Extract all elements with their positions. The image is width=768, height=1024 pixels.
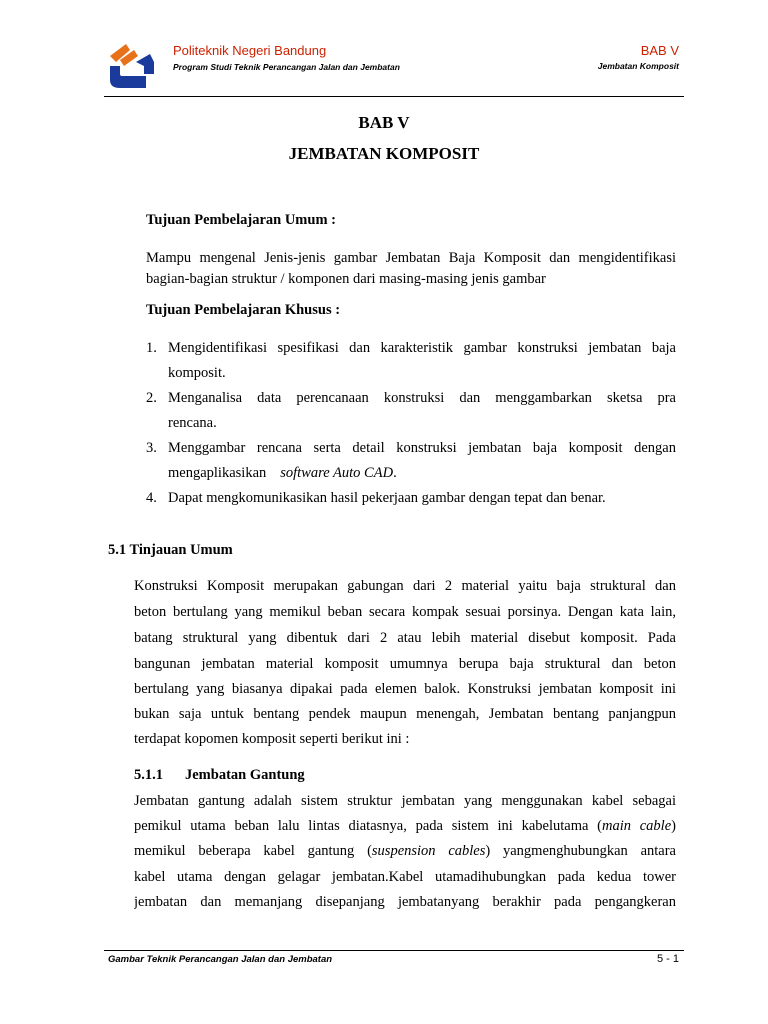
subsection-title: Jembatan Gantung <box>185 767 305 783</box>
term-suspension-cables: suspension cables <box>371 843 486 859</box>
polban-logo <box>106 40 158 92</box>
subsection-line-3 <box>134 843 676 860</box>
chapter-title: JEMBATAN KOMPOSIT <box>288 144 480 163</box>
tpk-item-2-line-2: rencana. <box>168 415 217 431</box>
chapter-number: BAB V <box>358 113 410 132</box>
section-line-3: batang struktural yang dibentuk dari 2 atau lebih material disebut komposit. Pada <box>134 630 676 646</box>
tpk-item-3-text: mengaplikasikan <box>168 465 267 481</box>
header-subject: Jembatan Komposit <box>597 61 679 71</box>
program-name: Program Studi Teknik Perancangan Jalan dan Jembatan <box>173 62 400 72</box>
tpk-item-3-line-1: Menggambar rencana serta detail konstruksi jembatan baja komposit dengan <box>168 440 676 456</box>
subsection-line-5: jembatan dan memanjang disepanjang jembatanyang berakhir pada pengangkeran <box>134 894 676 910</box>
footer-course: Gambar Teknik Perancangan Jalan dan Jembatan <box>108 954 333 965</box>
tpu-line-1: Mampu mengenal Jenis-jenis gambar Jembatan Baja Komposit dan mengidentifikasi <box>146 250 676 266</box>
subsection-line-3-text: memikul beberapa kabel gantung ( <box>134 843 372 859</box>
tpk-num-2: 2. <box>146 390 157 406</box>
tpk-heading: Tujuan Pembelajaran Khusus : <box>146 302 341 318</box>
section-line-6: bukan saja untuk bentang pendek maupun menengah, Jembatan bentang panjangpun <box>134 706 676 722</box>
tpk-item-3-period: . <box>393 465 397 481</box>
tpk-item-1-line-1: Mengidentifikasi spesifikasi dan karakteristik gambar konstruksi jembatan baja <box>168 340 676 356</box>
subsection-line-2-close: ) <box>671 818 676 834</box>
section-line-7: terdapat kopomen komposit seperti berikut ini : <box>134 731 410 747</box>
subsection-line-2-text: pemikul utama beban lalu lintas diatasnya, pada sistem ini kabelutama ( <box>134 818 602 834</box>
tpk-num-3: 3. <box>146 440 157 456</box>
subsection-line-1: Jembatan gantung adalah sistem struktur jembatan yang menggunakan kabel sebagai <box>134 793 676 809</box>
subsection-line-2 <box>134 818 676 835</box>
tpk-num-1: 1. <box>146 340 157 356</box>
section-line-1: Konstruksi Komposit merupakan gabungan dari 2 material yaitu baja struktural dan <box>134 578 676 594</box>
section-line-4: bangunan jembatan material komposit umumnya berupa baja struktural dan beton <box>134 656 676 672</box>
subsection-line-4: kabel utama dengan gelagar jembatan.Kabel utamadihubungkan pada kedua tower <box>134 869 676 885</box>
term-main-cable: main cable <box>602 818 672 834</box>
tpk-num-4: 4. <box>146 490 157 506</box>
tpk-item-2-line-1: Menganalisa data perencanaan konstruksi dan menggambarkan sketsa pra <box>168 390 676 406</box>
tpu-heading: Tujuan Pembelajaran Umum : <box>146 212 336 228</box>
subsection-number: 5.1.1 <box>134 767 163 783</box>
subsection-line-3-rest: ) yangmenghubungkan antara <box>485 843 676 859</box>
tpk-item-3-line-2 <box>168 465 397 482</box>
section-line-5: bertulang yang biasanya dipakai pada elemen balok. Konstruksi jembatan komposit ini <box>134 681 676 697</box>
tpk-item-1-line-2: komposit. <box>168 365 226 381</box>
tpk-item-4-line-1: Dapat mengkomunikasikan hasil pekerjaan gambar dengan tepat dan benar. <box>168 490 606 506</box>
software-name: software Auto CAD <box>280 465 394 481</box>
section-line-2: beton bertulang yang memikul beban secara kompak sesuai porsinya. Dengan kata lain, <box>134 604 676 620</box>
header-divider <box>104 96 684 97</box>
institution-name: Politeknik Negeri Bandung <box>173 43 327 58</box>
page-number: 5 - 1 <box>656 953 679 965</box>
tpu-line-2: bagian-bagian struktur / komponen dari masing-masing jenis gambar <box>146 271 546 287</box>
header-chapter: BAB V <box>640 43 679 58</box>
footer-divider <box>104 950 684 951</box>
section-heading: 5.1 Tinjauan Umum <box>108 542 233 558</box>
